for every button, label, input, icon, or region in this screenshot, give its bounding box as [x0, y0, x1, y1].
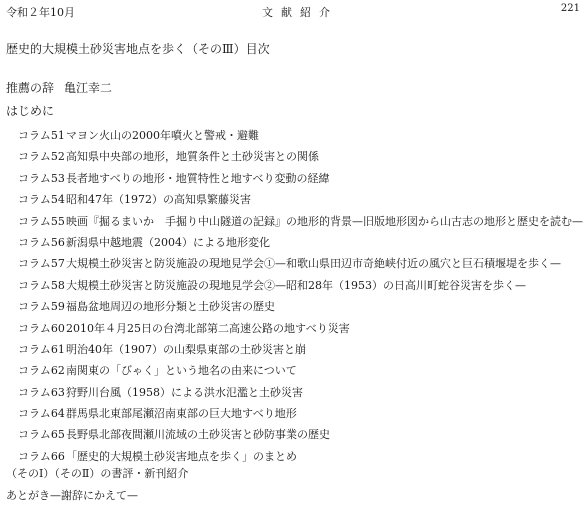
recommendation-author: 亀江幸二	[64, 81, 113, 95]
column-title: 2010年４月25日の台湾北部第二高速公路の地すべり災害	[66, 321, 350, 335]
column-number: コラム60	[18, 321, 65, 335]
page-number: 221	[560, 3, 580, 14]
toc-title: 歴史的大規模土砂災害地点を歩く（そのⅢ）目次	[6, 42, 270, 56]
afterword-entry: あとがき—謝辞にかえて—	[6, 489, 138, 502]
column-number: コラム54	[18, 193, 65, 207]
column-list	[18, 125, 583, 467]
column-title: 狩野川台風（1958）による洪水氾濫と土砂災害	[66, 385, 303, 399]
recommendation-label: 推薦の辞	[6, 81, 55, 95]
recommendation-line	[6, 79, 112, 96]
column-entry	[18, 275, 583, 296]
column-entry	[18, 296, 583, 317]
column-entry	[18, 211, 583, 232]
column-title: 映画『掘るまいか 手掘り中山隧道の記録』の地形的背景—旧版地形図から山古志の地形と歴史を読む—	[66, 214, 583, 228]
column-number: コラム56	[18, 235, 65, 249]
intro-heading: はじめに	[6, 104, 55, 118]
column-number: コラム58	[18, 278, 65, 292]
column-title: 群馬県北東部尾瀬沼南東部の巨大地すべり地形	[66, 407, 297, 421]
column-number: コラム55	[18, 214, 65, 228]
column-title: 大規模土砂災害と防災施設の現地見学会②—昭和28年（1953）の日高川町蛇谷災害を歩く—	[66, 278, 526, 292]
column-entry	[18, 146, 583, 167]
column-title: 高知県中央部の地形，地質条件と土砂災害との関係	[66, 150, 319, 164]
column-number: コラム57	[18, 257, 65, 271]
column-entry	[18, 424, 583, 445]
column-title: 新潟県中越地震（2004）による地形変化	[66, 235, 270, 249]
column-entry	[18, 339, 583, 360]
column-number: コラム61	[18, 342, 65, 356]
column-title: 長野県北部夜間瀬川流域の土砂災害と砂防事業の歴史	[66, 428, 330, 442]
column-title: 南関東の「びゃく」という地名の由来について	[66, 364, 297, 378]
column-number: コラム53	[18, 171, 65, 185]
column-title: 長者地すべりの地形・地質特性と地すべり変動の経緯	[66, 171, 330, 185]
column-number: コラム59	[18, 300, 65, 314]
column-title: 「歴史的大規模土砂災害地点を歩く」のまとめ	[66, 449, 297, 463]
column-entry	[18, 360, 583, 381]
page-header	[0, 0, 586, 20]
column-number: コラム51	[18, 129, 65, 142]
column-number: コラム62	[18, 364, 65, 378]
header-date: 令和２年10月	[6, 6, 75, 19]
header-section-title: 文献紹介	[262, 6, 338, 19]
column-entry	[18, 253, 583, 274]
column-title: マヨン火山の2000年噴火と警戒・避難	[66, 129, 259, 142]
column-number: コラム63	[18, 385, 65, 399]
reviews-entry: （そのⅠ）（そのⅡ）の書評・新刊紹介	[6, 467, 189, 480]
column-entry	[18, 318, 583, 339]
column-entry	[18, 189, 583, 210]
column-entry	[18, 125, 583, 146]
column-number: コラム64	[18, 407, 65, 421]
column-entry	[18, 232, 583, 253]
column-number: コラム52	[18, 150, 65, 164]
column-number: コラム66	[18, 449, 65, 463]
column-number: コラム65	[18, 428, 65, 442]
column-title: 福島盆地周辺の地形分類と土砂災害の歴史	[66, 300, 275, 314]
column-entry	[18, 168, 583, 189]
column-title: 昭和47年（1972）の高知県繁藤災害	[66, 193, 251, 207]
column-title: 大規模土砂災害と防災施設の現地見学会①—和歌山県田辺市奇絶峡付近の風穴と巨石積堰堤を歩く—	[66, 257, 561, 271]
column-entry	[18, 382, 583, 403]
column-title: 明治40年（1907）の山梨県東部の土砂災害と崩	[66, 342, 306, 356]
column-entry	[18, 403, 583, 424]
